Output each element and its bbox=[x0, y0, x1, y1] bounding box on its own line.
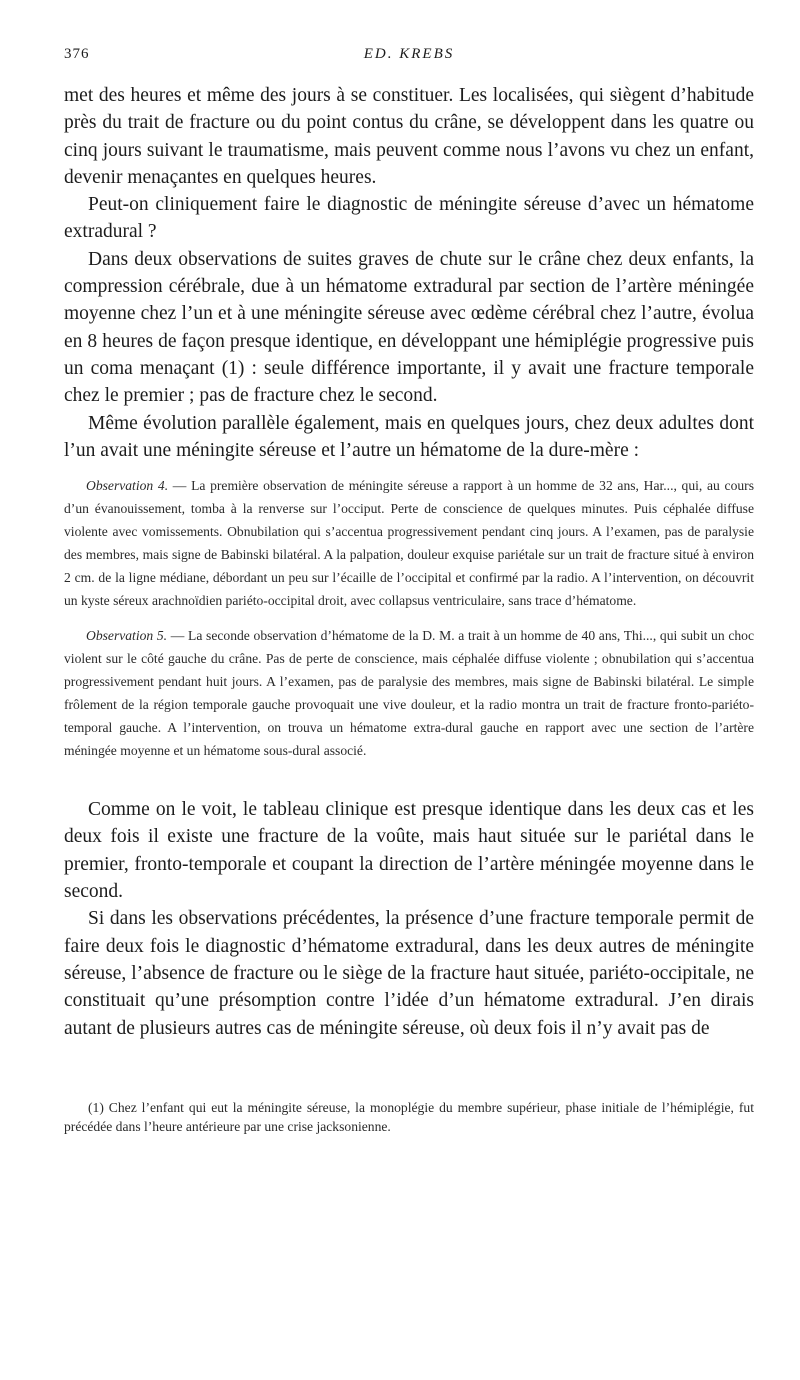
observation-text: — La seconde observation d’hématome de la D. M. a trait à un homme de 40 ans, Thi..., qui subit un choc violent sur le côté gauche du crâne. Pas de perte de conscience, mais céphalée diffuse violente ; obnubilation qui s’accentua progressivement pendant huit jours. A l’examen, pas de paralysie des membres, mais signe de Babinski bilatéral. Le simple frôlement de la région temporale gauche provoquait une vive douleur, et la radio montra un trait de fracture fronto-pariéto-temporal gauche. A l’intervention, on trouva un hématome extra-dural gauche en rapport avec une section de l’artère méningée moyenne et un hématome sous-dural associé. bbox=[64, 628, 754, 759]
observations-block bbox=[64, 474, 754, 762]
page bbox=[64, 46, 754, 1149]
paragraph: Comme on le voit, le tableau clinique est presque identique dans les deux cas et les deux fois il existe une fracture de la voûte, mais haut située sur le pariétal dans le premier, fronto-temporale et coupant la direction de l’artère méningée moyenne dans le second. bbox=[64, 799, 754, 903]
page-header bbox=[64, 46, 754, 72]
footnote: (1) Chez l’enfant qui eut la méningite séreuse, la monoplégie du membre supérieur, phase initiale de l’hémiplégie, fut précédée dans l’heure antérieure par une crise jacksonienne. bbox=[64, 1099, 754, 1134]
paragraph: met des heures et même des jours à se constituer. Les localisées, qui siègent d’habitude près du trait de fracture ou du point contus du crâne, se développent dans les quatre ou cinq jours suivant le traumatisme, mais peuvent comme nous l’avons vu chez un enfant, devenir menaçantes en quelques heures. bbox=[64, 85, 754, 188]
observation-title: Observation 4. bbox=[86, 478, 169, 494]
observation-4 bbox=[64, 474, 754, 612]
paragraph: Si dans les observations précédentes, la présence d’une fracture temporale permit de faire deux fois le diagnostic d’hématome extradural, dans les deux autres de méningite séreuse, l’absence de fracture ou le siège de la fracture haut située, pariéto-occipitale, ne constituait qu’une présomption contre l’idée d’un hématome extradural. J’en dirais autant de plusieurs autres cas de méningite séreuse, où deux fois il n’y avait pas de bbox=[64, 908, 754, 1039]
page-number: 376 bbox=[64, 46, 90, 62]
paragraph: Peut-on cliniquement faire le diagnostic de méningite séreuse d’avec un hématome extradural ? bbox=[64, 194, 754, 243]
observation-text: — La première observation de méningite séreuse a rapport à un homme de 32 ans, Har..., qui, au cours d’un évanouissement, tomba à la renverse sur l’occiput. Perte de conscience de quelques minutes. Puis céphalée diffuse violente avec vomissements. Obnubilation qui s’accentua progressivement pendant cinq jours. A l’examen, pas de paralysie des membres, mais signe de Babinski bilatéral. A la palpation, douleur exquise pariétale sur un trait de fracture situé à environ 2 cm. de la ligne médiane, débordant un peu sur l’écaille de l’occipital et confirmé par la radio. A l’intervention, on découvrit un kyste séreux arachnoïdien pariéto-occipital droit, avec collapsus ventriculaire, sans trace d’hématome. bbox=[64, 478, 754, 609]
observation-title: Observation 5. bbox=[86, 628, 168, 644]
text-block-bottom bbox=[64, 796, 754, 1042]
observation-5 bbox=[64, 624, 754, 762]
text-block-top bbox=[64, 82, 754, 464]
paragraph: Même évolution parallèle également, mais en quelques jours, chez deux adultes dont l’un avait une méningite séreuse et l’autre un hématome de la dure-mère : bbox=[64, 412, 754, 461]
running-head: ED. KREBS bbox=[363, 46, 455, 62]
paragraph: Dans deux observations de suites graves de chute sur le crâne chez deux enfants, la compression cérébrale, due à un hématome extradural par section de l’artère méningée moyenne chez l’un et à une méningite séreuse avec œdème cérébral chez l’autre, évolua en 8 heures de façon presque identique, en développant une hémiplégie progressive puis un coma menaçant (1) : seule différence importante, il y avait une fracture temporale chez le premier ; pas de fracture chez le second. bbox=[64, 248, 754, 407]
